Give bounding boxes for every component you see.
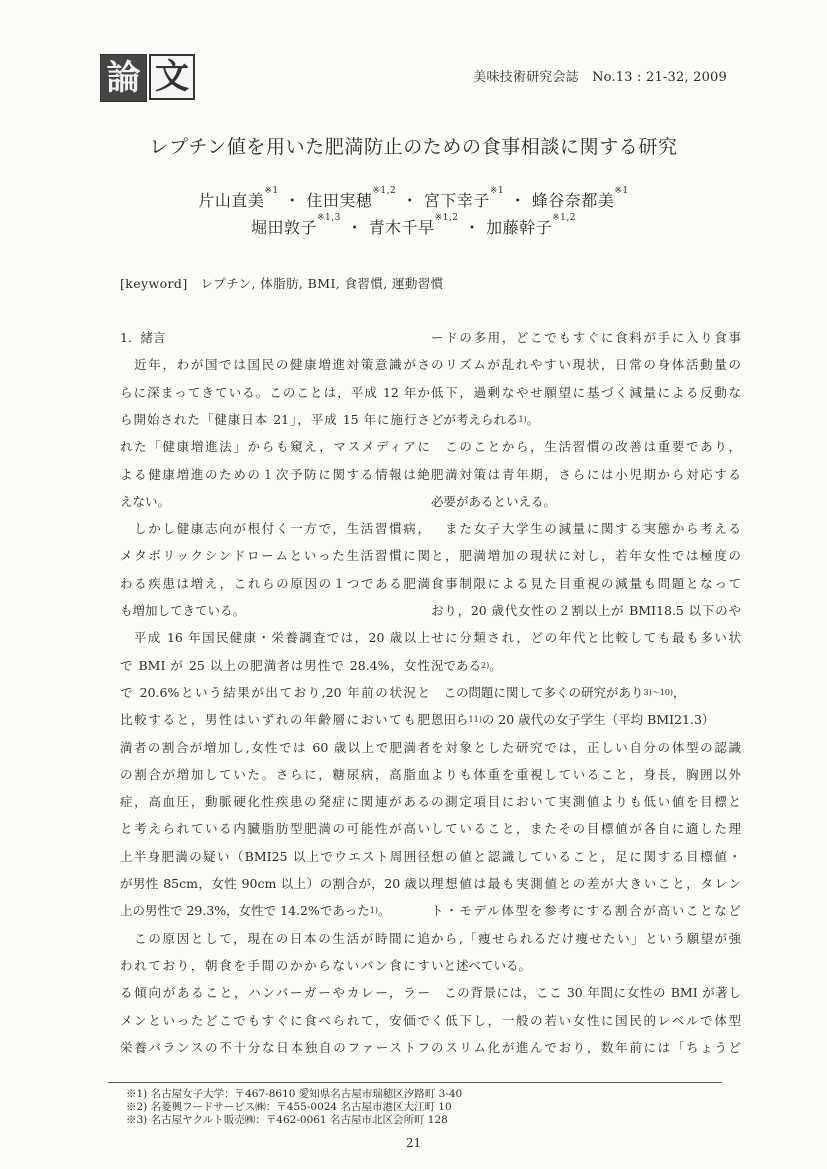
footnote-divider: [108, 1082, 722, 1083]
author-affiliation-mark: ※1,2: [372, 186, 397, 196]
body-text-line: [431, 493, 741, 511]
author-line-1: [0, 188, 827, 211]
line-text: 必要があるといえる。: [431, 493, 557, 509]
author-name: 青木千早: [368, 218, 435, 237]
body-text-line: [431, 547, 741, 565]
body-text-line: [431, 411, 741, 429]
line-text-tail: 。: [489, 657, 502, 673]
paper-title: レプチン値を用いた肥満防止のための食事相談に関する研究: [149, 136, 678, 158]
body-text-line: [431, 766, 741, 784]
author-affiliation-mark: ※1: [614, 186, 629, 196]
line-text: 上の男性で 29.3%，女性で 14.2%であった: [120, 903, 370, 919]
line-text: ト・モデル体型を参考にする割合が高いことなど: [431, 903, 741, 919]
line-text-tail: 。: [526, 411, 540, 427]
line-text: のスリム化が進んでおり，数年前には「ちょうど: [431, 1039, 741, 1055]
line-text: のリズムが乱れやすい現状，日常の身体活動量の: [431, 357, 741, 373]
body-text-line: [120, 356, 430, 374]
footnote-3: ※3) 名古屋ヤクルト販売㈱：〒462-0061 名古屋市北区会所町 128: [126, 1114, 448, 1126]
body-text-line: [120, 848, 430, 866]
keywords: [keyword] レプチン, 体脂肪, BMI, 食習慣, 運動習慣: [120, 276, 444, 291]
line-text: 近年，わが国では国民の健康増進対策意識がさ: [120, 357, 430, 373]
body-text-line: [120, 629, 430, 647]
body-text-line: [120, 657, 430, 675]
body-text-line: [120, 711, 430, 729]
body-text-line: [431, 902, 741, 920]
body-text-line: [431, 438, 741, 456]
line-text: を対象とした研究では，正しい自分の体型の認識: [431, 739, 741, 755]
author-separator: ・: [340, 218, 369, 237]
line-text: と考えられている内臓脂肪型肥満の可能性が高い: [120, 821, 430, 837]
line-text: どが考えられる: [431, 411, 519, 427]
body-text-line: [120, 438, 430, 456]
line-text: 恩田ら: [431, 712, 469, 728]
body-text-line: [431, 684, 741, 702]
line-text: また女子大学生の減量に関する実態から考える: [431, 521, 741, 537]
line-text: 肥満対策は青年期，さらには小児期から対応する: [431, 466, 741, 482]
body-text-line: [120, 520, 430, 538]
body-text-line: [431, 848, 741, 866]
line-text: 理想値は最も実測値との差が大きいこと，タレン: [431, 876, 741, 891]
citation-ref: 1): [518, 414, 527, 424]
author-separator: ・: [458, 218, 487, 237]
line-text: る傾向があること，ハンバーガーやカレー，ラー: [120, 985, 430, 1001]
line-text: 上半身肥満の疑い（BMI25 以上でウエスト周囲径: [120, 848, 430, 864]
line-text: で 20.6%という結果が出ており,20 年前の状況と: [120, 684, 430, 700]
body-text-line: [431, 356, 741, 374]
body-text-line: [120, 875, 430, 893]
line-text: この問題に関して多くの研究があり: [431, 684, 644, 700]
line-text: らに深まってきている。このことは，平成 12 年か: [120, 384, 430, 400]
line-text: わる疾患は増え，これらの原因の１つである肥満: [120, 575, 430, 591]
body-text-line: [120, 957, 430, 975]
body-text-line: [431, 575, 741, 593]
line-text: く低下し，一般の若い女性に国民的レベルで体型: [431, 1012, 741, 1028]
body-text-line: [120, 466, 430, 484]
line-text: ードの多用，どこでもすぐに食料が手に入り食事: [431, 330, 741, 345]
line-text: このことから，生活習慣の改善は重要であり，: [431, 439, 741, 455]
line-text: いと述べている。: [431, 957, 532, 973]
line-text: 比較すると，男性はいずれの年齢層においても肥: [120, 712, 430, 728]
author-affiliation-mark: ※1,3: [317, 213, 341, 223]
badge-char-ron: 論: [100, 54, 147, 102]
line-text: も増加してきている。: [120, 603, 246, 618]
line-text-tail: の 20 歳代の女子学生（平均 BMI21.3）: [481, 712, 715, 728]
body-text-line: [431, 629, 741, 647]
author-separator: ・: [396, 191, 424, 210]
line-text: 平成 16 年国民健康・栄養調査では，20 歳以上: [120, 630, 430, 646]
footnote-2: ※2) 名菱興フードサービス㈱：〒455-0024 名古屋市港区大江町 10: [126, 1101, 452, 1113]
line-text: と，肥満増加の現状に対し，若年女性では極度の: [431, 548, 741, 564]
line-text: 満者の割合が増加し,女性では 60 歳以上で肥満者: [120, 739, 430, 755]
line-text: の測定項目において実測値よりも低い値を目標と: [431, 794, 741, 810]
line-text: せに分類され，どの年代と比較しても最も多い状: [431, 630, 741, 646]
body-text-line: [120, 493, 430, 511]
body-text-line: [120, 384, 430, 402]
line-text: えない。: [120, 493, 171, 509]
body-text-line: [120, 930, 430, 948]
journal-citation: 美味技術研究会誌 No.13 : 21-32, 2009: [473, 70, 727, 85]
body-text-line: [431, 602, 741, 620]
line-text: この原因として，現在の日本の生活が時間に追: [120, 930, 430, 946]
line-text-tail: 。: [377, 903, 391, 919]
line-text: で BMI が 25 以上の肥満者は男性で 28.4%，女性: [120, 657, 430, 673]
body-text-line: [120, 547, 430, 565]
body-text-line: [431, 984, 741, 1002]
body-text-line: [120, 684, 430, 702]
body-text-line: [431, 957, 741, 975]
body-text-line: [120, 411, 430, 429]
body-text-line: [431, 466, 741, 484]
body-text-line: [431, 657, 741, 675]
badge-char-bun: 文: [149, 54, 195, 100]
author-name: 住田実穂: [306, 191, 373, 210]
body-text-line: [120, 1039, 430, 1057]
author-name: 加藤幹子: [486, 218, 553, 237]
author-name: 宮下幸子: [423, 191, 490, 210]
body-text-line: [431, 793, 741, 811]
page-number: 21: [405, 1136, 422, 1150]
author-name: 片山直美: [198, 191, 265, 210]
body-text-line: [431, 1039, 741, 1057]
body-text-line: [431, 1012, 741, 1030]
line-text: していること，またその目標値が各自に適した理: [431, 821, 741, 837]
article-type-badge: [100, 54, 195, 102]
citation-ref: 3)～10): [643, 687, 674, 697]
line-text: 症，高血圧，動脈硬化性疾患の発症に関連がある: [120, 794, 430, 810]
line-text: 1．緒言: [120, 330, 166, 345]
body-text-line: [120, 575, 430, 593]
line-text: よる健康増進のための１次予防に関する情報は絶: [120, 466, 430, 482]
line-text: メタボリックシンドロームといった生活習慣に関: [120, 548, 430, 564]
body-text-line: [120, 984, 430, 1002]
line-text: が男性 85cm，女性 90cm 以上）の割合が，20 歳以: [120, 876, 430, 891]
section-heading: [120, 329, 430, 347]
line-text: この背景には，ここ 30 年間に女性の BMI が著し: [431, 985, 741, 1001]
footnote-1: ※1) 名古屋女子大学：〒467-8610 愛知県名古屋市瑞穂区汐路町 3-40: [126, 1088, 463, 1100]
body-text-line: [120, 739, 430, 757]
body-text-line: [431, 820, 741, 838]
line-text-tail: ，: [673, 684, 686, 700]
author-separator: ・: [278, 191, 307, 210]
line-text: 想の値と認識していること，足に関する目標値・: [431, 848, 741, 864]
author-affiliation-mark: ※1: [264, 186, 279, 196]
body-text-line: [120, 793, 430, 811]
body-text-line: [431, 930, 741, 948]
line-text: おり，20 歳代女性の２割以上が BMI18.5 以下のや: [431, 603, 741, 618]
line-text: から,「痩せられるだけ痩せたい」という願望が強: [431, 930, 741, 946]
line-text: 食事制限による見た目重視の減量も問題となって: [431, 575, 741, 591]
body-text-line: [431, 711, 741, 729]
author-affiliation-mark: ※1,2: [552, 213, 576, 223]
body-text-line: [120, 820, 430, 838]
body-text-line: [431, 384, 741, 402]
author-name: 蜂谷奈都美: [531, 191, 615, 210]
line-text: ら開始された「健康日本 21」，平成 15 年に施行さ: [120, 411, 430, 427]
line-text: メンといったどこでもすぐに食べられて，安価で: [120, 1012, 430, 1028]
line-text: の割合が増加していた。さらに，糖尿病，高脂血: [120, 766, 430, 782]
line-text: 低下，過剰なやせ願望に基づく減量による反動な: [431, 384, 741, 400]
body-text-line: [431, 739, 741, 757]
line-text: 況である: [431, 657, 482, 673]
body-text-line: [431, 520, 741, 538]
line-text: しかし健康志向が根付く一方で，生活習慣病，: [120, 521, 430, 537]
body-text-line: [120, 1012, 430, 1030]
line-text: 栄養バランスの不十分な日本独自のファーストフ: [120, 1039, 430, 1055]
body-text-line: [120, 602, 430, 620]
body-text-line: [431, 875, 741, 893]
body-text-line: [431, 329, 741, 347]
citation-ref: 1): [369, 906, 378, 916]
line-text: よりも体重を重視していること，身長，胸囲以外: [431, 766, 741, 782]
author-affiliation-mark: ※1,2: [434, 213, 459, 223]
line-text: れた「健康増進法」からも窺え，マスメディアに: [120, 439, 430, 455]
citation-ref: 2): [481, 660, 490, 670]
body-text-line: [120, 766, 430, 784]
author-affiliation-mark: ※1: [489, 186, 505, 196]
author-name: 堀田敦子: [251, 218, 318, 237]
body-text-line: [120, 902, 430, 920]
author-line-2: [0, 215, 827, 238]
author-separator: ・: [504, 191, 532, 210]
citation-ref: 11): [468, 715, 482, 725]
line-text: われており，朝食を手間のかからないパン食にす: [120, 957, 430, 973]
